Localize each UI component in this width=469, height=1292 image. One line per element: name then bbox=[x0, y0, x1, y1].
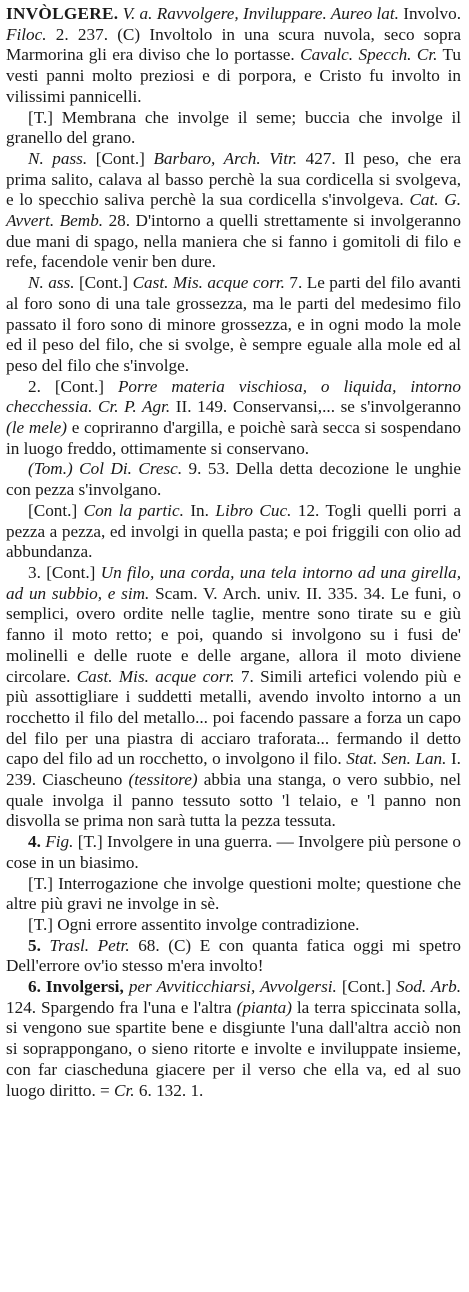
entry-sense-2-particle bbox=[6, 501, 461, 563]
entry-sense-passive bbox=[6, 149, 461, 273]
sense-label: Con la partic. bbox=[83, 500, 184, 520]
note-text: [T.] Interrogazione che involge questioni molte; questione che altre più gravi ne involge in sè. bbox=[6, 873, 461, 914]
sense-number: 3. [Cont.] bbox=[28, 562, 101, 582]
citation-gloss: (pianta) bbox=[236, 997, 292, 1017]
latin-form: Involvo. bbox=[398, 4, 461, 23]
editor-mark: (Tom.) bbox=[28, 459, 80, 479]
citation-text: I. 239. Ciascheuno bbox=[6, 749, 461, 790]
citation-text: 7. Simili artefici volendo più e più assottigliare i suddetti metalli, avendo involto intorno a un rocchetto il filo del metallo... poi facendo passare a forza un capo del filo per una piastra di acciaro traforata... fermando il detto capo del filo ad un rocchetto, o involgono il filo. bbox=[6, 666, 461, 769]
citation-source: Libro Cuc. bbox=[215, 500, 292, 520]
citation-source: Barbaro, Arch. Vitr. bbox=[153, 148, 298, 168]
entry-sense-note bbox=[6, 108, 461, 149]
entry-sense-4 bbox=[6, 832, 461, 873]
sense-label: N. pass. bbox=[28, 148, 88, 168]
citation-text: la terra spiccinata solla, si vengono sue spartite bene e disgiunte l'una dall'altra acciò non si soprappongano, o sieno ritorte e involte e inviluppate insieme, con far ciascheduna giacere per il verso che ella va, ed al suo luogo diritto. = bbox=[6, 997, 462, 1100]
citation-text: Scam. V. Arch. univ. II. 335. 34. Le funi, o semplici, overo ordite nelle taglie, mentre sono tirate su e giù fanno il moto retto; e poi, quando si involgono su i fusi de' molinelli e delle ruote e delle argane, allora il moto diviene circolare. bbox=[6, 583, 462, 686]
entry-sense-3 bbox=[6, 563, 461, 832]
citation-text: 2. 237. (C) Involtolo in una scura nuvola, seco sopra Marmorina gli era diviso che lo portasse. bbox=[6, 24, 461, 65]
citation-source: Cavalc. Specch. Cr. bbox=[300, 45, 438, 65]
citation-text: 68. (C) E con quanta fatica oggi mi spetro Dell'errore ov'io stesso m'era involto! bbox=[6, 935, 462, 976]
grammar-label: V. a. bbox=[118, 4, 157, 23]
citation-text: 124. Spargendo fra l'una e l'altra bbox=[6, 997, 237, 1017]
entry-definition bbox=[6, 4, 461, 108]
sense-definition: Un filo, una corda, una tela intorno ad una girella, ad un subbio, e sim. bbox=[6, 562, 462, 603]
entry-sense-5 bbox=[6, 936, 461, 977]
sense-definition: per Avviticchiarsi, Avvolgersi. bbox=[128, 977, 337, 997]
sense-label: N. ass. bbox=[28, 273, 75, 293]
citation-text: abbia una stanga, o vero subbio, nel quale involga il panno tessuto sotto 'l telaio, e 'l panno non disvolla se prima non sarà tutta la pezza tessuta. bbox=[6, 770, 461, 831]
citation-source: Cr. bbox=[114, 1080, 135, 1100]
sense-headword: 6. Involgersi, bbox=[28, 977, 129, 997]
citation-text: 6. 132. 1. bbox=[134, 1080, 204, 1100]
citation-text: e copriranno d'argilla, e poichè sarà secca si sospendano in luogo freddo, ottimamente si conservano. bbox=[6, 418, 462, 458]
editor-mark: [Cont.] bbox=[87, 148, 154, 168]
note-text: [T.] Ogni errore assentito involge contradizione. bbox=[28, 914, 360, 934]
note-text: [T.] Membrana che involge il seme; buccia che involge il granello del grano. bbox=[6, 107, 461, 148]
entry-sense-absolute bbox=[6, 273, 461, 377]
entry-sense-2 bbox=[6, 377, 461, 460]
particle: In. bbox=[183, 500, 216, 520]
sense-number: 5. bbox=[28, 935, 50, 955]
citation-source: Sod. Arb. bbox=[396, 977, 461, 997]
headword: INVÒLGERE. bbox=[6, 4, 119, 23]
citation-source: Stat. Sen. Lan. bbox=[346, 749, 447, 769]
citation-source: Cast. Mis. acque corr. bbox=[76, 666, 235, 686]
citation-text: 28. D'intorno a quelli strettamente si involgeranno due mani di spago, nella maniera che si fanno i gomitoli di filo e refe, facendole venir ben dure. bbox=[6, 211, 461, 272]
citation-source: Cat. G. Avvert. Bemb. bbox=[6, 190, 461, 231]
citation-text: 12. Togli quelli porri a pezza a pezza, ed involgi in quella pasta; e poi friggili con olio ad abbundanza. bbox=[6, 500, 462, 562]
sense-text: [T.] Involgere in una guerra. — Involgere più persone o cose in un biasimo. bbox=[6, 832, 462, 872]
citation-gloss: (le mele) bbox=[6, 418, 68, 438]
entry-sense-4-note bbox=[6, 915, 461, 936]
citation-source: Col Di. Cresc. bbox=[79, 459, 183, 479]
citation-text: 9. 53. Della detta decozione le unghie con pezza s'involgano. bbox=[6, 459, 461, 500]
citation-text: Tu vesti panni molto preziosi e di porpora, e Cristo fu involto in vilissimi pannicelli. bbox=[6, 45, 461, 106]
citation-source: Filoc. bbox=[6, 24, 47, 44]
entry-sense-2-example bbox=[6, 459, 461, 500]
sense-label: Fig. bbox=[45, 832, 74, 852]
sense-number: 4. bbox=[28, 832, 46, 852]
editor-mark: [Cont.] bbox=[74, 273, 133, 293]
citation-text: II. 149. Conservansi,... se s'involgeranno bbox=[170, 397, 461, 417]
entry-sense-6 bbox=[6, 977, 461, 1101]
editor-mark: [Cont.] bbox=[28, 500, 84, 520]
sense-definition: Porre materia vischiosa, o liquida, intorno checchessia. Cr. P. Agr. bbox=[6, 376, 461, 417]
sense-number: 2. [Cont.] bbox=[28, 376, 118, 396]
definition-text: Ravvolgere, Inviluppare. Aureo lat. bbox=[156, 4, 399, 23]
citation-text: 427. Il peso, che era prima salito, calava al basso perchè la sua cordicella si svolgeva, e lo specchio saliva perchè la sua cordicella s'involgeva. bbox=[6, 148, 461, 210]
citation-gloss: (tessitore) bbox=[128, 770, 198, 790]
editor-mark: [Cont.] bbox=[336, 977, 397, 997]
citation-text: 7. Le parti del filo avanti al foro sono di una tale grossezza, ma le parti del medesimo filo passato il foro sono di minore grossezza, e in ogni modo la mole ed il peso del filo, che si svolge, è sempre eguale alla mole ed al peso del filo che s'involge. bbox=[6, 273, 462, 375]
citation-source: Trasl. Petr. bbox=[49, 935, 130, 955]
citation-source: Cast. Mis. acque corr. bbox=[132, 273, 285, 293]
entry-sense-4-note bbox=[6, 874, 461, 915]
